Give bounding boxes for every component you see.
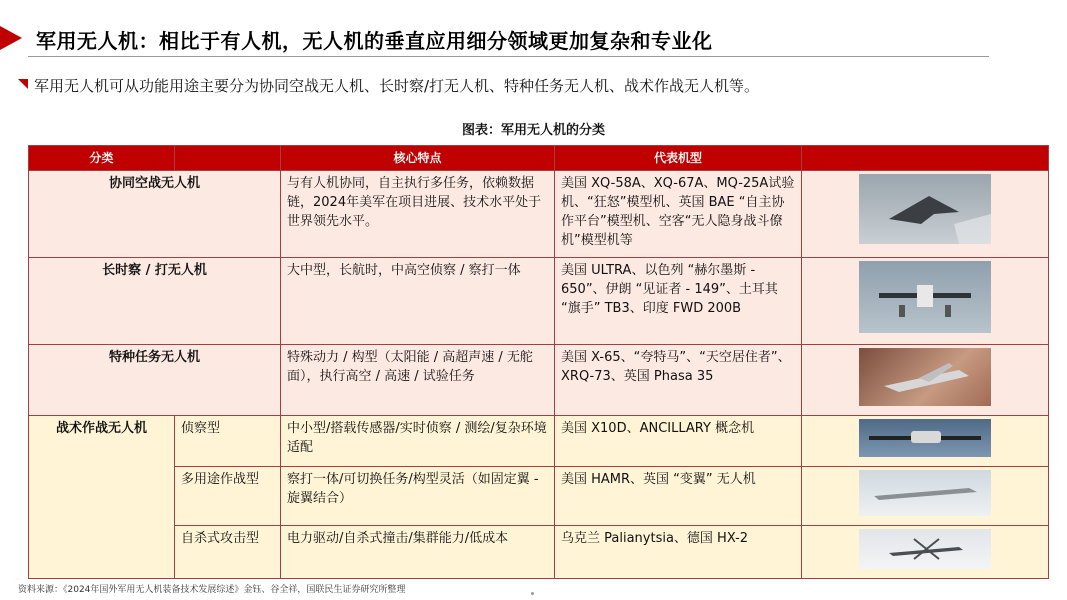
page-title: 军用无人机：相比于有人机，无人机的垂直应用细分领域更加复杂和专业化 (36, 29, 713, 53)
header-features: 核心特点 (281, 146, 555, 171)
table-row (29, 467, 1049, 526)
row-subcategory: 多用途作战型 (175, 467, 281, 526)
row-models: 美国 X-65、“夸特马”、“天空居住者”、XRQ-73、英国 Phasa 35 (555, 345, 802, 416)
row-features: 电力驱动/自杀式撞击/集群能力/低成本 (281, 526, 555, 579)
row-features: 与有人机协同，自主执行多任务，依赖数据链，2024年美军在项目进展、技术水平处于世界领先水平。 (281, 171, 555, 258)
multirole-drone-image (859, 470, 991, 516)
row-category: 协同空战无人机 (29, 171, 281, 258)
table-row (29, 416, 1049, 467)
row-image-cell (802, 526, 1049, 579)
row-image-cell (802, 171, 1049, 258)
row-category: 长时察 / 打无人机 (29, 258, 281, 345)
male-drone-image (859, 261, 991, 333)
row-category: 战术作战无人机 (29, 416, 175, 579)
row-features: 大中型，长航时，中高空侦察 / 察打一体 (281, 258, 555, 345)
table-row (29, 345, 1049, 416)
loitering-drone-image (859, 529, 991, 569)
row-subcategory: 侦察型 (175, 416, 281, 467)
table-row (29, 171, 1049, 258)
row-models: 乌克兰 Palianytsia、德国 HX-2 (555, 526, 802, 579)
row-image-cell (802, 258, 1049, 345)
subtitle: 军用无人机可从功能用途主要分为协同空战无人机、长时察/打无人机、特种任务无人机、战术作战无人机等。 (34, 77, 760, 95)
header-category: 分类 (29, 146, 175, 171)
row-features: 中小型/搭载传感器/实时侦察 / 测绘/复杂环境适配 (281, 416, 555, 467)
flying-wing-drone-image (859, 174, 991, 244)
header-models: 代表机型 (555, 146, 802, 171)
header-blank (175, 146, 281, 171)
row-models: 美国 XQ-58A、XQ-67A、MQ-25A试验机、“狂怒”模型机、英国 BAE “自主协作平台”模型机、空客“无人隐身战斗僚机”模型机等 (555, 171, 802, 258)
row-image-cell (802, 345, 1049, 416)
table-caption: 图表：军用无人机的分类 (461, 123, 605, 138)
source-note: 资料来源：《2024年国外军用无人机装备技术发展综述》金钰、谷全祥，国联民生证券研究所整理 (18, 585, 406, 595)
row-models: 美国 HAMR、英国 “变翼” 无人机 (555, 467, 802, 526)
page-dot (531, 592, 534, 595)
header-image (802, 146, 1049, 171)
title-marker-icon (0, 26, 22, 50)
row-category: 特种任务无人机 (29, 345, 281, 416)
row-image-cell (802, 416, 1049, 467)
row-image-cell (802, 467, 1049, 526)
row-models: 美国 X10D、ANCILLARY 概念机 (555, 416, 802, 467)
recon-drone-image (859, 419, 991, 457)
row-features: 察打一体/可切换任务/构型灵活（如固定翼 - 旋翼结合） (281, 467, 555, 526)
row-models: 美国 ULTRA、以色列 “赫尔墨斯 - 650”、伊朗 “见证者 - 149”、土耳其 “旗手” TB3、印度 FWD 200B (555, 258, 802, 345)
table-header-row (29, 146, 1049, 171)
row-features: 特殊动力 / 构型（太阳能 / 高超声速 / 无舵面），执行高空 / 高速 / 试验任务 (281, 345, 555, 416)
special-drone-image (859, 348, 991, 406)
table-row (29, 526, 1049, 579)
table-row (29, 258, 1049, 345)
bullet-marker-icon (18, 79, 28, 89)
classification-table (28, 145, 1049, 579)
row-subcategory: 自杀式攻击型 (175, 526, 281, 579)
title-divider (28, 56, 989, 57)
